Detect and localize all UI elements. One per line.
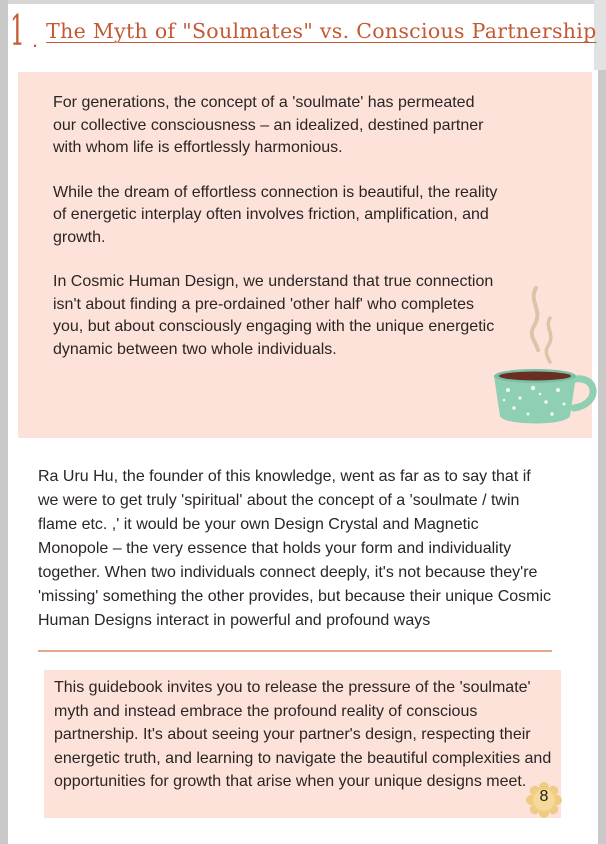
page-border-left (0, 0, 8, 844)
section-number: 1 (10, 6, 25, 55)
intro-text (53, 92, 498, 383)
page-border-top (0, 0, 606, 4)
page-number: 8 (539, 788, 549, 805)
page-border-right (598, 0, 606, 844)
section-title: The Myth of "Soulmates" vs. Conscious Partnership (46, 19, 597, 43)
divider (38, 650, 552, 652)
intro-paragraph-3: In Cosmic Human Design, we understand that true connection isn't about finding a pre-ordained 'other half' who completes you, but about consciously engaging with the unique energetic dynamic between two whole individuals. (53, 273, 495, 358)
section-number-dot: . (32, 27, 39, 52)
closing-panel (44, 670, 561, 818)
body-paragraph: Ra Uru Hu, the founder of this knowledge, went as far as to say that if we were to get truly 'spiritual' about the concept of a 'soulmate / twin flame etc. ,' it would be your own Design Crystal and Magnetic Monopole – the very essence that holds your form and individuality together. When two individuals connect deeply, it's not because they're 'missing' something the other provides, but because their unique Cosmic Human Designs interact in powerful and profound ways (38, 468, 552, 629)
intro-paragraph-1: For generations, the concept of a 'soulmate' has permeated our collective consciousness – an idealized, destined partner with whom life is effortlessly harmonious. (53, 94, 484, 156)
closing-paragraph: This guidebook invites you to release the pressure of the 'soulmate' myth and instead embrace the profound reality of conscious partnership. It's about seeing your partner's design, respecting their energetic truth, and learning to navigate the beautiful complexities and opportunities for growth that arise when your unique designs meet. (54, 679, 552, 790)
section-heading (10, 6, 600, 56)
intro-paragraph-2: While the dream of effortless connection is beautiful, the reality of energetic interplay often involves friction, amplification, and growth. (53, 183, 498, 246)
teacup-icon (478, 280, 598, 430)
